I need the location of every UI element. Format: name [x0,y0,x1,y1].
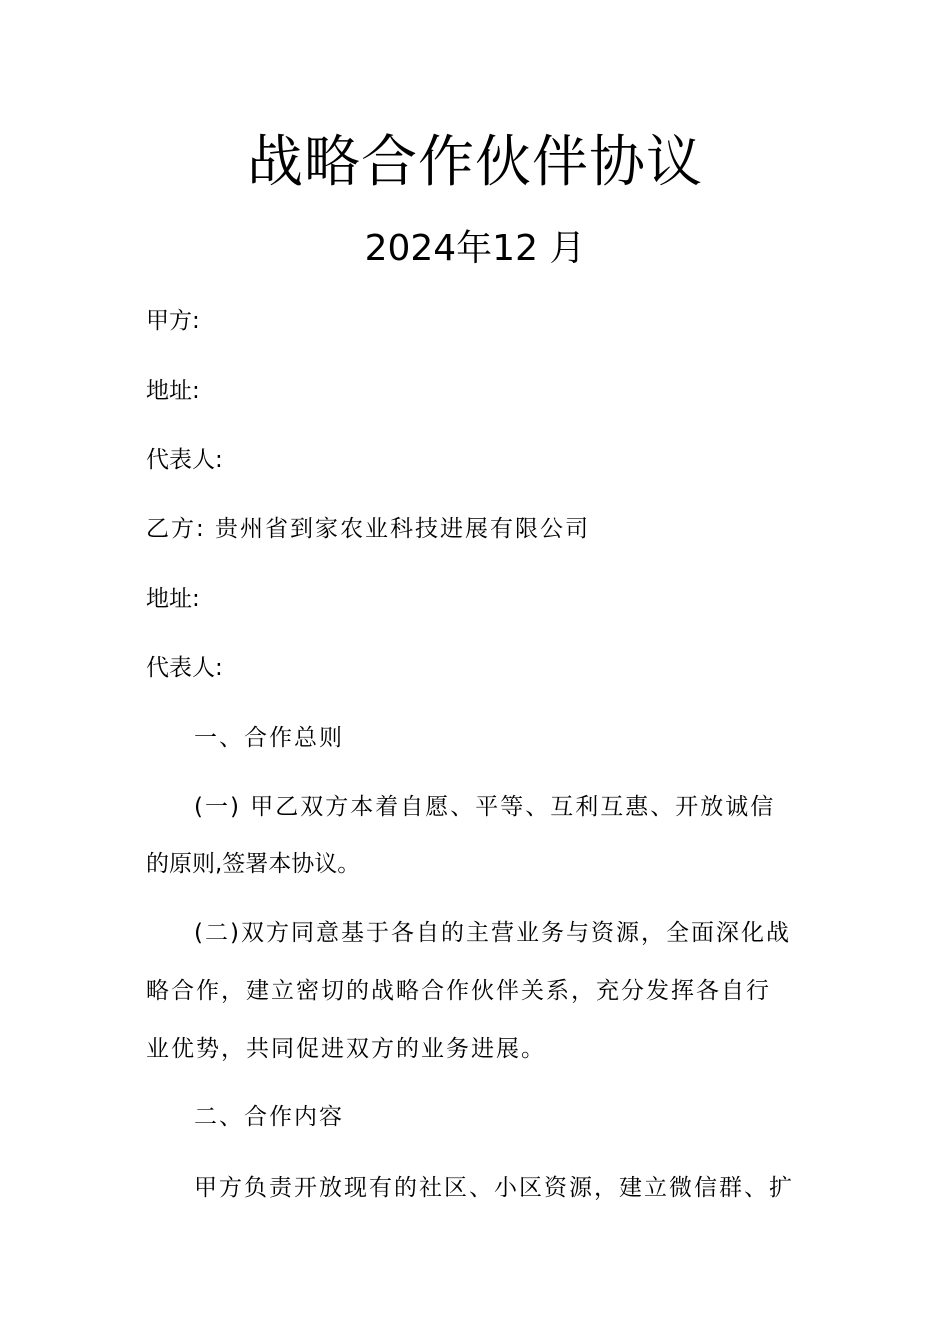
clause-1-line-2: 的原则,签署本协议。 [146,851,361,877]
clause-2-line-2: 略合作，建立密切的战略合作伙伴关系，充分发挥各自行 [146,978,771,1004]
clause-1-line-1: (一) 甲乙双方本着自愿、平等、互利互惠、开放诚信 [194,794,776,820]
document-date: 2024年12 月 [364,228,586,269]
party-b-representative-label: 代表人: [146,655,223,681]
party-a-label: 甲方: [146,308,200,334]
party-a-representative-label: 代表人: [146,447,223,473]
party-b-label: 乙方: 贵州省到家农业科技进展有限公司 [146,516,591,542]
party-b-address-label: 地址: [146,586,200,612]
section-heading-content: 二、合作内容 [194,1104,344,1130]
document-title: 战略合作伙伴协议 [247,130,703,195]
content-paragraph-line-1: 甲方负责开放现有的社区、小区资源，建立微信群、扩 [194,1175,794,1201]
section-heading-general: 一、合作总则 [194,725,344,751]
party-a-address-label: 地址: [146,378,200,404]
clause-2-line-1: (二)双方同意基于各自的主营业务与资源，全面深化战 [194,920,791,946]
clause-2-line-3: 业优势，共同促进双方的业务进展。 [146,1036,546,1062]
